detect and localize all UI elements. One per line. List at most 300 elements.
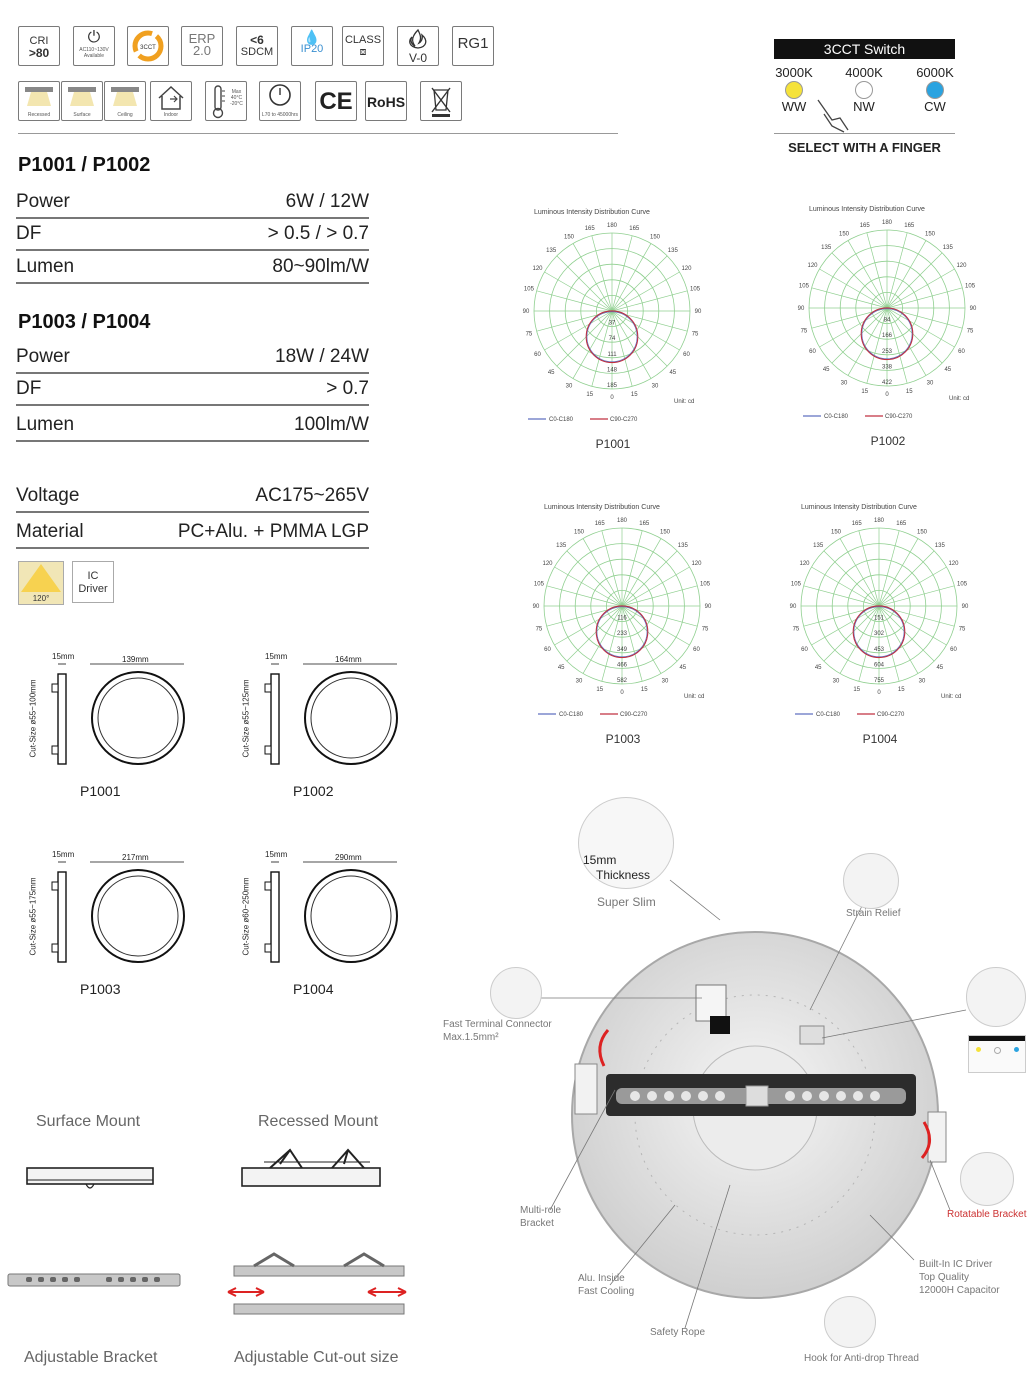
- cut-size-dim: Cut-Size ø60~250mm: [241, 877, 251, 956]
- class-label: CLASS: [344, 34, 382, 46]
- terminal-label: Fast Terminal Connector: [443, 1019, 552, 1030]
- polar-spoke: [824, 551, 879, 606]
- cct-switch-title: 3CCT Switch: [774, 39, 955, 59]
- ic-driver-icon: IC Driver: [72, 561, 114, 603]
- erp-label: ERP: [188, 31, 216, 46]
- polar-ring-label: 185: [606, 383, 618, 389]
- terminal-callout: [490, 967, 542, 1019]
- polar-angle-label: 150: [563, 234, 575, 241]
- polar-plot: [795, 216, 975, 431]
- polar-angle-label: 180: [606, 223, 618, 229]
- polar-spoke: [544, 272, 612, 311]
- polar-angle-label: 15: [861, 389, 869, 396]
- polar-spoke: [879, 606, 934, 661]
- spec-value: AC175~265V: [255, 485, 369, 506]
- polar-angle-label: 105: [957, 581, 968, 588]
- polar-ring-label: 755: [873, 678, 885, 684]
- ceiling-icon: [104, 81, 146, 121]
- polar-ring-label: 151: [873, 615, 885, 622]
- cct-divider: [774, 133, 955, 134]
- polar-angle-label: 120: [948, 561, 959, 567]
- polar-spoke: [824, 606, 879, 661]
- polar-angle-label: 30: [918, 678, 926, 685]
- ip20-icon: [291, 26, 333, 66]
- polar-spoke: [848, 240, 887, 308]
- class-icon: [342, 26, 384, 66]
- recessed-mount-label: Recessed Mount: [258, 1113, 379, 1130]
- polar-spoke: [622, 567, 690, 606]
- polar-chart-p1003: [530, 500, 710, 750]
- polar-spoke: [544, 311, 612, 350]
- polar-spoke: [867, 233, 887, 308]
- polar-ring-label: 148: [606, 367, 618, 374]
- model-label: P1003: [80, 981, 121, 997]
- alu-note: Fast Cooling: [578, 1286, 635, 1297]
- polar-spoke: [879, 538, 918, 606]
- polar-angle-label: 165: [584, 225, 595, 232]
- polar-angle-label: 45: [822, 366, 830, 373]
- polar-spoke: [573, 243, 612, 311]
- polar-angle-label: 90: [969, 306, 977, 312]
- polar-angle-label: 120: [681, 266, 692, 272]
- spec-value: 100lm/W: [294, 414, 369, 435]
- polar-spoke: [832, 253, 887, 308]
- cri-value: >80: [28, 46, 50, 60]
- polar-angle-label: 75: [525, 331, 533, 338]
- dimension-drawing-p1004: [231, 848, 411, 998]
- polar-angle-label: 165: [594, 520, 605, 527]
- polar-angle-label: 15: [897, 687, 905, 694]
- polar-ring-label: 338: [881, 364, 893, 371]
- rotatable-callout: [960, 1152, 1014, 1206]
- polar-angle-label: 90: [532, 604, 540, 610]
- polar-spoke: [583, 538, 622, 606]
- finger-icon: [810, 96, 854, 136]
- thickness-dim: 15mm: [265, 850, 288, 859]
- polar-angle-label: 135: [667, 248, 678, 255]
- spec-key: DF: [16, 378, 42, 399]
- polar-angle-label: 135: [821, 245, 832, 252]
- polar-ring-label: 253: [881, 348, 893, 355]
- cct-4000k-label: 4000K: [845, 65, 883, 80]
- water-drop-icon: 💧: [303, 29, 321, 45]
- spec-key: Power: [16, 346, 70, 367]
- polar-chart-label: P1004: [862, 732, 898, 746]
- polar-spoke: [554, 606, 622, 645]
- polar-angle-label: 120: [691, 561, 702, 567]
- rg1-label: RG1: [457, 35, 489, 52]
- polar-spoke: [840, 538, 879, 606]
- spec-row: [16, 254, 369, 284]
- polar-spoke: [537, 291, 612, 311]
- rotatable-label: Rotatable Bracket: [947, 1209, 1027, 1220]
- spec-row: [16, 221, 369, 251]
- legend-label-c0: C0-C180: [824, 414, 849, 420]
- legend-label-c0: C0-C180: [559, 712, 584, 718]
- polar-angle-label: 135: [934, 543, 945, 550]
- polar-plot: [787, 514, 967, 729]
- erp-value: 2.0: [192, 43, 212, 58]
- diameter-dim: 139mm: [122, 655, 149, 664]
- driver-note-2: 12000H Capacitor: [919, 1285, 1000, 1296]
- polar-ring-label: 302: [873, 631, 885, 638]
- polar-chart-label: P1002: [870, 434, 906, 448]
- polar-angle-label: 0: [877, 690, 881, 696]
- thickness-dim: 15mm: [265, 652, 288, 661]
- spec-row: [16, 519, 369, 549]
- polar-title: Luminous Intensity Distribution Curve: [544, 504, 660, 511]
- polar-angle-label: 120: [807, 263, 818, 269]
- cct-gradient-icon: [128, 27, 168, 65]
- polar-angle-label: 45: [936, 664, 944, 671]
- spec-key: DF: [16, 223, 42, 244]
- spec-row: [16, 189, 369, 219]
- polar-angle-label: 15: [596, 687, 604, 694]
- polar-angle-label: 150: [649, 234, 661, 241]
- cut-size-dim: Cut-Size ø55~100mm: [28, 679, 38, 758]
- ip20-label: IP20: [300, 43, 324, 55]
- recessed-icon: [18, 81, 60, 121]
- polar-spoke: [819, 308, 887, 347]
- surface-icon: [61, 81, 103, 121]
- spec-group-2-title: P1003 / P1004: [18, 311, 151, 333]
- polar-spoke: [557, 256, 612, 311]
- polar-ring-label: 37: [608, 320, 616, 327]
- sdcm-value: <6: [250, 33, 264, 47]
- polar-angle-label: 60: [958, 349, 965, 355]
- beam-angle-value: 120°: [32, 594, 50, 603]
- polar-spoke: [622, 606, 690, 645]
- polar-title: Luminous Intensity Distribution Curve: [534, 209, 650, 216]
- polar-ring-label: 453: [873, 646, 885, 653]
- polar-ring-label: 349: [616, 646, 628, 653]
- polar-angle-label: 165: [639, 520, 650, 527]
- dimension-svg: [231, 848, 411, 968]
- thickness-dim: 15mm: [52, 850, 75, 859]
- polar-ring-label: 166: [881, 333, 893, 340]
- polar-spoke: [887, 308, 942, 363]
- cct-cw-indicator[interactable]: [926, 81, 944, 99]
- polar-angle-label: 105: [700, 581, 711, 588]
- polar-angle-label: 60: [801, 647, 808, 653]
- legend-label-c0: C0-C180: [549, 417, 574, 423]
- polar-angle-label: 75: [535, 626, 543, 633]
- polar-angle-label: 0: [610, 395, 614, 401]
- polar-angle-label: 105: [523, 286, 534, 293]
- polar-spoke: [812, 288, 887, 308]
- polar-spoke: [887, 233, 907, 308]
- polar-angle-label: 75: [958, 626, 966, 633]
- polar-angle-label: 120: [956, 263, 967, 269]
- polar-spoke: [811, 606, 879, 645]
- spec-value: 80~90lm/W: [272, 256, 369, 277]
- polar-angle-label: 150: [924, 231, 936, 238]
- polar-unit: Unit: cd: [941, 694, 962, 700]
- polar-angle-label: 180: [616, 518, 628, 524]
- polar-angle-label: 0: [620, 690, 624, 696]
- polar-spoke: [612, 291, 687, 311]
- polar-unit: Unit: cd: [674, 399, 695, 405]
- polar-angle-label: 30: [661, 678, 669, 685]
- polar-plot: [520, 219, 700, 434]
- surface-mount-label: Surface Mount: [36, 1113, 141, 1130]
- legend-label-c90: C90-C270: [885, 414, 913, 420]
- polar-chart-label: P1003: [605, 732, 641, 746]
- polar-ring-label: 466: [616, 662, 628, 669]
- multirole-note: Bracket: [520, 1218, 554, 1229]
- strain-relief-label: Strain Relief: [846, 908, 901, 919]
- polar-angle-label: 150: [573, 529, 585, 536]
- dimension-svg: [18, 848, 198, 968]
- polar-angle-label: 30: [926, 380, 934, 387]
- polar-spoke: [622, 606, 677, 661]
- polar-ring-label: 74: [608, 336, 616, 343]
- polar-spoke: [879, 606, 947, 645]
- polar-plot: [530, 514, 710, 729]
- polar-spoke: [887, 269, 955, 308]
- indoor-label: Indoor: [163, 112, 179, 118]
- polar-spoke: [622, 586, 697, 606]
- legend-label-c90: C90-C270: [620, 712, 648, 718]
- polar-angle-label: 105: [690, 286, 701, 293]
- hook-callout: [824, 1296, 876, 1348]
- polar-ring-label: 582: [616, 678, 628, 684]
- dimension-svg: [18, 650, 198, 770]
- polar-spoke: [819, 269, 887, 308]
- mini-cct-switch-icon: [968, 1035, 1026, 1073]
- spec-key: Material: [16, 521, 84, 542]
- polar-ring-label: 233: [616, 631, 628, 638]
- cri-label: CRI: [29, 35, 49, 47]
- polar-angle-label: 90: [789, 604, 797, 610]
- recessed-mount-drawing: [238, 1140, 388, 1192]
- polar-spoke: [879, 531, 899, 606]
- spec-key: Lumen: [16, 256, 75, 277]
- driver-label: Built-In IC Driver: [919, 1259, 993, 1270]
- polar-angle-label: 60: [809, 349, 816, 355]
- polar-angle-label: 60: [693, 647, 700, 653]
- polar-angle-label: 90: [522, 309, 530, 315]
- spec-value: 18W / 24W: [275, 346, 369, 367]
- polar-angle-label: 45: [557, 664, 565, 671]
- polar-spoke: [602, 531, 622, 606]
- strain-relief-callout: [843, 853, 899, 909]
- multirole-label: Multi-role: [520, 1205, 562, 1216]
- diameter-dim: 290mm: [335, 853, 362, 862]
- super-slim-label: Super Slim: [597, 895, 656, 909]
- dimension-drawing-p1002: [231, 650, 411, 800]
- polar-angle-label: 165: [859, 222, 870, 229]
- rg1-icon: [452, 26, 494, 66]
- thickness-dim: 15mm: [52, 652, 75, 661]
- safety-rope-label: Safety Rope: [650, 1327, 706, 1338]
- polar-spoke: [612, 311, 680, 350]
- polar-angle-label: 105: [790, 581, 801, 588]
- adjustable-cutout-label: Adjustable Cut-out size: [234, 1349, 399, 1366]
- polar-spoke: [622, 538, 661, 606]
- polar-spoke: [557, 311, 612, 366]
- polar-angle-label: 165: [904, 222, 915, 229]
- polar-spoke: [567, 551, 622, 606]
- polar-spoke: [887, 288, 962, 308]
- polar-angle-label: 150: [916, 529, 928, 536]
- polar-spoke: [554, 567, 622, 606]
- alu-label: Alu. Inside: [578, 1273, 625, 1284]
- polar-chart-label: P1001: [595, 437, 631, 451]
- polar-angle-label: 150: [830, 529, 842, 536]
- beam-angle-icon: [18, 561, 64, 605]
- polar-angle-label: 60: [950, 647, 957, 653]
- spec-row: [16, 344, 369, 374]
- polar-ring-label: 116: [617, 615, 627, 622]
- polar-spoke: [859, 531, 879, 606]
- polar-spoke: [887, 308, 955, 347]
- spec-value: > 0.7: [326, 378, 369, 399]
- polar-chart-p1001: [520, 205, 700, 455]
- temperature-label: Max 40°C -20°C: [230, 89, 243, 107]
- polar-angle-label: 120: [532, 266, 543, 272]
- adjustable-bracket-drawing: [6, 1268, 186, 1292]
- polar-chart-p1004: [787, 500, 967, 750]
- lifetime-icon: [259, 81, 301, 121]
- header-divider: [18, 133, 618, 134]
- lifetime-label: L70 to 45000hrs: [261, 112, 299, 118]
- recessed-label: Recessed: [27, 112, 51, 118]
- polar-angle-label: 30: [840, 380, 848, 387]
- thickness-label: Thickness: [596, 868, 651, 882]
- surface-mount-drawing: [22, 1160, 162, 1200]
- polar-angle-label: 15: [640, 687, 648, 694]
- polar-spoke: [612, 236, 632, 311]
- polar-angle-label: 75: [800, 328, 808, 335]
- polar-spoke: [879, 567, 947, 606]
- polar-angle-label: 135: [556, 543, 567, 550]
- polar-angle-label: 45: [944, 366, 952, 373]
- cct-ww-label: WW: [781, 99, 807, 114]
- polar-angle-label: 105: [798, 283, 809, 290]
- polar-angle-label: 135: [677, 543, 688, 550]
- polar-angle-label: 90: [797, 306, 805, 312]
- model-label: P1004: [293, 981, 334, 997]
- polar-spoke: [622, 551, 677, 606]
- spec-row: [16, 412, 369, 442]
- spec-key: Power: [16, 191, 70, 212]
- polar-ring-label: 422: [881, 380, 893, 386]
- cct-nw-indicator[interactable]: [855, 81, 873, 99]
- legend-label-c90: C90-C270: [877, 712, 905, 718]
- temperature-icon: [205, 81, 247, 121]
- polar-ring-label: 84: [883, 317, 891, 324]
- spec-key: Voltage: [16, 485, 80, 506]
- polar-angle-label: 135: [813, 543, 824, 550]
- v0-label: V-0: [408, 51, 427, 65]
- spec-key: Lumen: [16, 414, 75, 435]
- polar-angle-label: 15: [905, 389, 913, 396]
- rohs-label: RoHS: [366, 94, 406, 110]
- polar-angle-label: 75: [792, 626, 800, 633]
- polar-angle-label: 75: [966, 328, 974, 335]
- erp-icon: [181, 26, 223, 66]
- cct-nw-label: NW: [853, 99, 875, 114]
- polar-angle-label: 90: [704, 604, 712, 610]
- flame-icon: [397, 26, 439, 66]
- polar-angle-label: 30: [651, 383, 659, 390]
- dimension-drawing-p1003: [18, 848, 198, 998]
- polar-angle-label: 105: [965, 283, 976, 290]
- sdcm-label: SDCM: [240, 46, 274, 58]
- polar-title: Luminous Intensity Distribution Curve: [809, 206, 925, 213]
- svg-text:3CCT: 3CCT: [140, 45, 156, 51]
- diameter-dim: 217mm: [122, 853, 149, 862]
- cct-3000k-label: 3000K: [775, 65, 813, 80]
- polar-spoke: [879, 551, 934, 606]
- polar-spoke: [567, 606, 622, 661]
- switch-callout: [966, 967, 1026, 1027]
- hook-label: Hook for Anti-drop Thread: [804, 1353, 919, 1364]
- polar-unit: Unit: cd: [684, 694, 705, 700]
- thickness-value: 15mm: [583, 853, 617, 867]
- ce-label: CE: [319, 88, 353, 115]
- polar-angle-label: 75: [701, 626, 709, 633]
- polar-angle-label: 135: [942, 245, 953, 252]
- polar-angle-label: 15: [630, 392, 638, 399]
- weee-icon: [420, 81, 462, 121]
- dimension-svg: [231, 650, 411, 770]
- polar-spoke: [832, 308, 887, 363]
- polar-angle-label: 180: [881, 220, 893, 226]
- flame-shape-icon: [398, 27, 438, 49]
- polar-angle-label: 15: [853, 687, 861, 694]
- polar-angle-label: 135: [546, 248, 557, 255]
- polar-angle-label: 105: [533, 581, 544, 588]
- polar-angle-label: 150: [659, 529, 671, 536]
- power-note: AC110~130V Available: [79, 47, 109, 59]
- polar-spoke: [811, 567, 879, 606]
- polar-angle-label: 60: [534, 352, 541, 358]
- polar-angle-label: 15: [586, 392, 594, 399]
- cut-size-dim: Cut-Size ø55~125mm: [241, 679, 251, 758]
- cri-icon: [18, 26, 60, 66]
- polar-ring-label: 604: [873, 662, 885, 669]
- polar-angle-label: 165: [896, 520, 907, 527]
- polar-angle-label: 45: [679, 664, 687, 671]
- indoor-icon: [150, 81, 192, 121]
- polar-spoke: [612, 256, 667, 311]
- sdcm-icon: [236, 26, 278, 66]
- polar-angle-label: 150: [838, 231, 850, 238]
- polar-angle-label: 30: [832, 678, 840, 685]
- model-label: P1001: [80, 783, 121, 799]
- class-symbol: ⧈: [359, 46, 367, 58]
- polar-spoke: [804, 586, 879, 606]
- diameter-dim: 164mm: [335, 655, 362, 664]
- driver-note-1: Top Quality: [919, 1272, 970, 1283]
- polar-ring-label: 111: [607, 351, 617, 358]
- polar-angle-label: 45: [669, 369, 677, 376]
- power-symbol: ⏻: [87, 29, 101, 46]
- polar-title: Luminous Intensity Distribution Curve: [801, 504, 917, 511]
- polar-spoke: [612, 243, 651, 311]
- spec-group-1-title: P1001 / P1002: [18, 154, 151, 176]
- terminal-note: Max.1.5mm²: [443, 1032, 499, 1043]
- polar-spoke: [887, 240, 926, 308]
- model-label: P1002: [293, 783, 334, 799]
- cct-ww-indicator[interactable]: [785, 81, 803, 99]
- polar-spoke: [887, 253, 942, 308]
- legend-label-c0: C0-C180: [816, 712, 841, 718]
- cct-6000k-label: 6000K: [916, 65, 954, 80]
- surface-label: Surface: [73, 112, 91, 118]
